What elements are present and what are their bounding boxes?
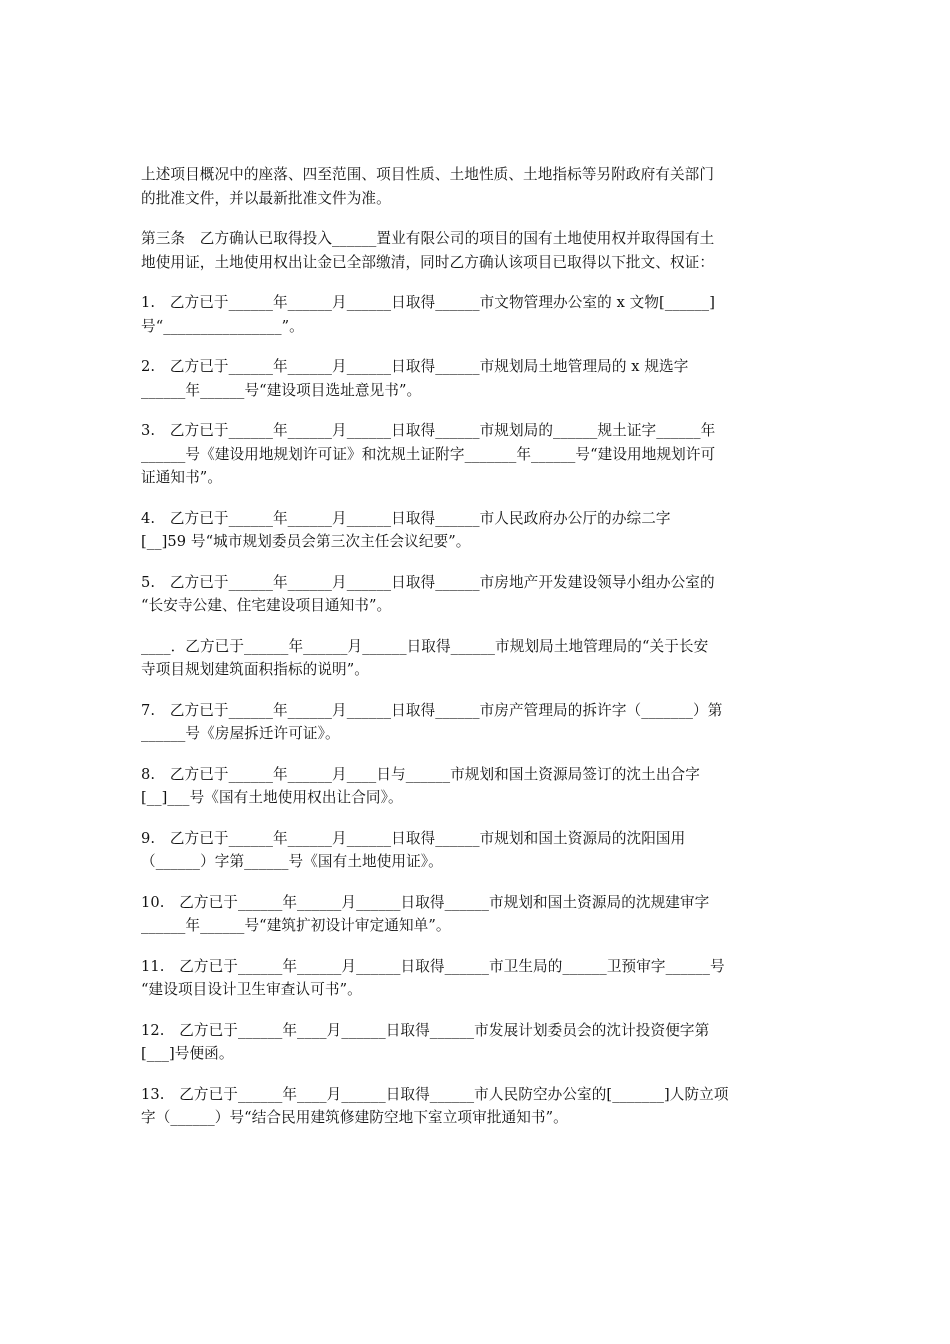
text-line: 的批准文件，并以最新批准文件为准。 [141, 189, 391, 207]
text-line: 4. 乙方已于______年______月______日取得______市人民政府办公厅的办综二字 [141, 509, 671, 527]
document-body [141, 163, 811, 1147]
text-line: 2. 乙方已于______年______月______日取得______市规划局土地管理局的 x 规选字 [141, 358, 689, 375]
paragraph-item-2 [141, 355, 811, 402]
text-line: “建设项目设计卫生审查认可书”。 [141, 981, 362, 998]
text-line: 9. 乙方已于______年______月______日取得______市规划和国土资源局的沈阳国用 [141, 829, 686, 847]
text-line: 7. 乙方已于______年______月______日取得______市房产管理局的拆许字（_______）第 [141, 701, 723, 719]
paragraph-item-7 [141, 699, 811, 746]
text-line: 8. 乙方已于______年______月____日与______市规划和国土资源局签订的沈土出合字 [141, 765, 700, 783]
paragraph-item-5 [141, 571, 811, 618]
text-line: [___]号便函。 [141, 1045, 234, 1062]
text-line: 5. 乙方已于______年______月______日取得______市房地产开发建设领导小组办公室的 [141, 573, 715, 591]
paragraph-item-13 [141, 1083, 811, 1130]
text-line: ______年______号“建设项目选址意见书”。 [141, 381, 422, 399]
text-line: 10. 乙方已于______年______月______日取得______市规划和国土资源局的沈规建审字 [141, 893, 710, 911]
text-line: 寺项目规划建筑面积指标的说明”。 [141, 661, 369, 678]
text-line: 1. 乙方已于______年______月______日取得______市文物管理办公室的 x 文物[______] [141, 294, 715, 311]
text-line: 3. 乙方已于______年______月______日取得______市规划局的______规土证字______年 [141, 422, 716, 439]
paragraph-intro [141, 163, 811, 210]
paragraph-item-12 [141, 1019, 811, 1066]
text-line: 上述项目概况中的座落、四至范围、项目性质、土地性质、土地指标等另附政府有关部门 [141, 166, 715, 183]
paragraph-item-9 [141, 827, 811, 874]
text-line: 11. 乙方已于______年______月______日取得______市卫生局的______卫预审字______号 [141, 957, 725, 975]
paragraph-item-8 [141, 763, 811, 810]
text-line: 证通知书”。 [141, 469, 223, 486]
text-line: ______年______号“建筑扩初设计审定通知单”。 [141, 917, 451, 934]
text-line: [__]___号《国有土地使用权出让合同》。 [141, 789, 403, 806]
text-line: （______）字第______号《国有土地使用证》。 [141, 853, 443, 870]
paragraph-item-4 [141, 507, 811, 554]
paragraph-item-10 [141, 891, 811, 938]
text-line: [__]59 号“城市规划委员会第三次主任会议纪要”。 [141, 533, 471, 550]
text-line: ______号《建设用地规划许可证》和沈规土证附字_______年______号“建设用地规划许可 [141, 445, 716, 463]
paragraph-item-3 [141, 419, 811, 490]
text-line: 号“________________”。 [141, 317, 304, 335]
paragraph-item-6 [141, 635, 811, 682]
text-line: ______号《房屋拆迁许可证》。 [141, 725, 340, 742]
paragraph-item-1 [141, 291, 811, 338]
text-line: ____．乙方已于______年______月______日取得______市规划局土地管理局的“关于长安 [141, 637, 709, 655]
paragraph-item-11 [141, 955, 811, 1002]
text-line: 地使用证，土地使用权出让金已全部缴清，同时乙方确认该项目已取得以下批文、权证： [141, 253, 715, 271]
text-line: 13. 乙方已于______年____月______日取得______市人民防空办公室的[_______]人防立项 [141, 1085, 729, 1103]
text-line: 12. 乙方已于______年____月______日取得______市发展计划委员会的沈计投资便字第 [141, 1021, 710, 1039]
text-line: “长安寺公建、住宅建设项目通知书”。 [141, 597, 392, 614]
text-line: 第三条 乙方确认已取得投入______置业有限公司的项目的国有土地使用权并取得国有土 [141, 230, 715, 247]
paragraph-article-3 [141, 227, 811, 274]
text-line: 字（______）号“结合民用建筑修建防空地下室立项审批通知书”。 [141, 1109, 568, 1126]
